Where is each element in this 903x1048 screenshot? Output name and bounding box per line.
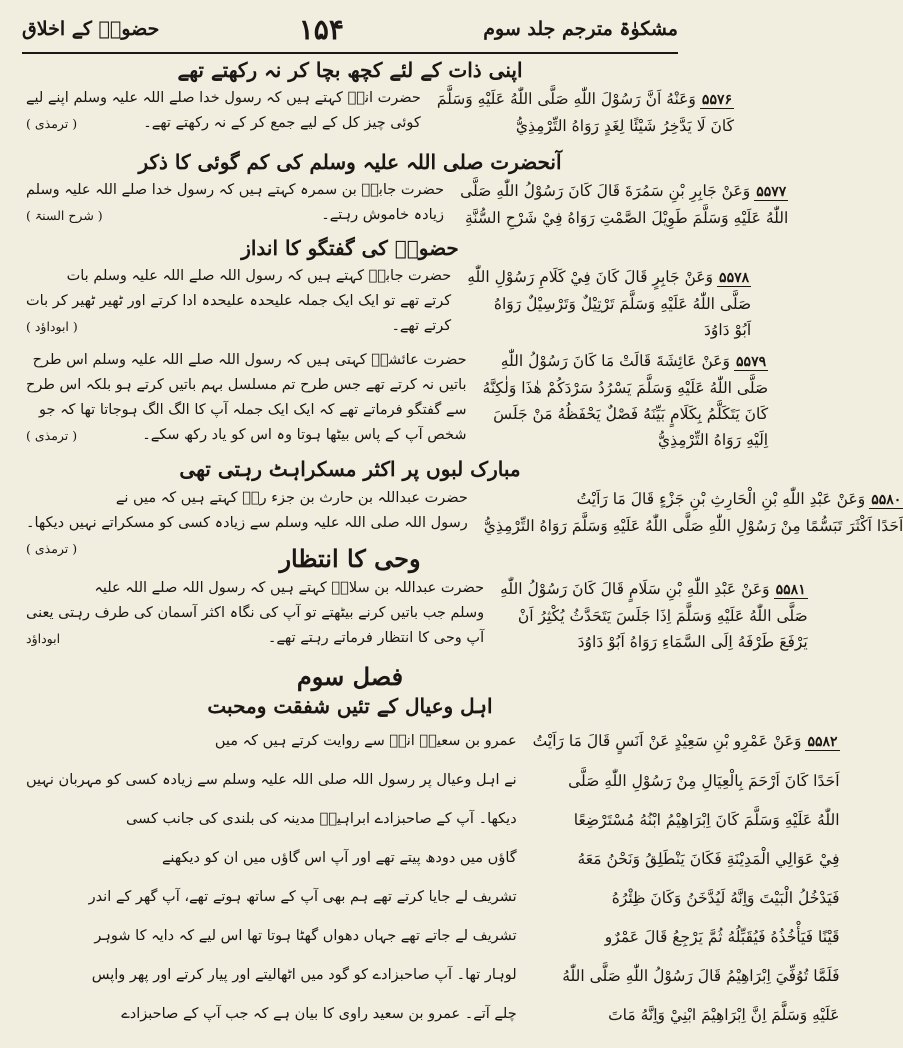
- section-heading: اپنی ذات کے لئے کچھ بچا کر نہ رکھتے تھے: [177, 58, 523, 82]
- urdu-line: باتیں نہ کرتے تھے جس طرح تم مسلسل بہم باتیں کرتے ہو بلکہ اس طرح: [26, 377, 467, 393]
- urdu-line: گاؤں میں دودھ پیتے تھے اور آپ اس گاؤں میں ان کو دیکھنے: [161, 850, 517, 866]
- arabic-line: اَحَدًا كَانَ اَرْحَمَ بِالْعِيَالِ مِنْ رَسُوْلِ اللّٰهِ صَلَّى: [568, 772, 840, 790]
- arabic-line: يَرْفَعَ طَرْفَهُ اِلَى السَّمَاءِ رَوَاهُ اَبُوْ دَاوُدَ: [577, 633, 808, 651]
- urdu-line: کوئی چیز کل کے لیے جمع کر کے نہ رکھتے تھے۔ ( ترمذی ): [26, 111, 421, 136]
- urdu-line: عمرو بن سعیدؓ انسؓ سے روایت کرتے ہیں کہ میں: [214, 733, 517, 749]
- hadith-entry: [26, 722, 840, 1035]
- arabic-line: ۵۵۷۶وَعَنْهُ اَنَّ رَسُوْلَ اللّٰهِ صَلَّى اللّٰهُ عَلَيْهِ وَسَلَّمَ: [436, 90, 732, 108]
- chapter-title: حضورؐ کے اخلاق: [22, 18, 160, 40]
- citation: ( ترمذی ): [26, 541, 78, 556]
- running-header: [22, 6, 678, 52]
- arabic-line: اِلَيْهِ رَوَاهُ التِّرْمِذِيُّ: [658, 431, 769, 449]
- citation: ( ترمذی ): [26, 116, 78, 131]
- book-title: مشکوٰۃ مترجم جلد سوم: [483, 18, 678, 40]
- arabic-text: [437, 86, 734, 139]
- urdu-line: شخص آپ کے پاس بیٹھا ہوتا وہ اس کو یاد رکھ سکے۔ ( ترمذی ): [26, 423, 467, 448]
- urdu-line: دیکھا۔ آپ کے صاحبزادے ابراہیمؓ مدینہ کی بلندی کی جانب کسی: [125, 811, 517, 827]
- arabic-line: كَانَ لَا يَدَّخِرُ شَيْئًا لِغَدٍ رَوَاهُ التِّرْمِذِيُّ: [515, 117, 734, 135]
- urdu-line: چلے آتے۔ عمرو بن سعید راوی کا بیان ہے کہ جب آپ کے صاحبزادے: [121, 1006, 517, 1022]
- arabic-text: [467, 264, 751, 343]
- urdu-line: حضرت عبداللہ بن حارث بن جزء رضؓ کہتے ہیں کہ میں نے: [115, 490, 468, 506]
- arabic-line: صَلَّى اللّٰهُ عَلَيْهِ وَسَلَّمَ اِذَا جَلَسَ يَتَحَدَّثُ يُكْثِرُ اَنْ: [517, 607, 808, 625]
- arabic-line: اللّٰهُ عَلَيْهِ وَسَلَّمَ طَوِيْلَ الصَّمْتِ رَوَاهُ فِيْ شَرْحِ السُّنَّةِ: [464, 209, 789, 227]
- arabic-line: اللّٰهُ عَلَيْهِ وَسَلَّمَ كَانَ اِبْرَاهِيْمُ ابْنُهُ مُسْتَرْضِعًا: [573, 811, 840, 829]
- urdu-line: حضرت انسؓ کہتے ہیں کہ رسول خدا صلے اللہ علیہ وسلم اپنے لیے: [26, 90, 421, 106]
- section-heading: آنحضرت صلی اللہ علیہ وسلم کی کم گوئی کا ذکر: [138, 150, 562, 174]
- arabic-line: كَانَ يَتَكَلَّمُ بِكَلَامٍ بَيِّنَهُ فَصْلٌ يَحْفَظُهُ مَنْ جَلَسَ: [493, 405, 769, 423]
- citation: ( شرح السنۃ ): [26, 208, 103, 223]
- urdu-line: حضرت عائشہؓ کہتی ہیں کہ رسول اللہ صلے اللہ علیہ وسلم اس طرح: [32, 352, 467, 368]
- arabic-text: [483, 348, 769, 453]
- urdu-line: کرتے تھے تو ایک ایک جملہ علیحدہ علیحدہ ادا کرتے اور ٹھیر ٹھیر کر بات: [26, 293, 452, 309]
- arabic-line: ۵۵۷۸وَعَنْ جَابِرٍ قَالَ كَانَ فِيْ كَلَامِ رَسُوْلِ اللّٰهِ: [467, 268, 750, 286]
- arabic-line: ۵۵۷۹وَعَنْ عَائِشَةَ قَالَتْ مَا كَانَ رَسُوْلُ اللّٰهِ: [500, 352, 767, 370]
- urdu-translation: [26, 348, 467, 453]
- urdu-translation: [26, 86, 421, 139]
- hadith-number: ۵۵۸۰: [871, 492, 902, 508]
- urdu-translation: [26, 722, 517, 1035]
- section-heading: وحی کا انتظار: [279, 544, 421, 573]
- part-heading: فصل سوم: [296, 662, 404, 691]
- arabic-line: ۵۵۸۲وَعَنْ عَمْرِو بْنِ سَعِيْدٍ عَنْ اَنَسٍ قَالَ مَا رَاَيْتُ: [532, 732, 838, 750]
- arabic-text: [460, 178, 788, 231]
- urdu-translation: [26, 576, 484, 655]
- urdu-line: حضرت جابرؓ بن سمرہ کہتے ہیں کہ رسول خدا صلے اللہ علیہ وسلم: [26, 182, 445, 198]
- hadith-entry: [26, 348, 769, 453]
- urdu-line: وسلم جب باتیں کرنے بیٹھتے تو آپ کی نگاہ اکثر آسمان کی طرف رہتی یعنی: [26, 605, 485, 621]
- hadith-number: ۵۵۷۷: [756, 184, 787, 200]
- arabic-line: صَلَّى اللّٰهُ عَلَيْهِ وَسَلَّمَ تَرْتِيْلٌ وَتَرْسِيْلٌ رَوَاهُ: [493, 295, 752, 313]
- urdu-line: کرتے تھے۔ ( ابوداؤد ): [26, 314, 451, 339]
- hadith-entry: [26, 178, 789, 231]
- arabic-line: ۵۵۸۰وَعَنْ عَبْدِ اللّٰهِ بْنِ الْحَارِثِ بْنِ جَزْءٍ قَالَ مَا رَاَيْتُ: [576, 490, 902, 508]
- citation: ( ترمذی ): [26, 428, 78, 443]
- arabic-line: ۵۵۷۷وَعَنْ جَابِرِ بْنِ سَمُرَةَ قَالَ كَانَ رَسُوْلُ اللّٰهِ صَلَّى: [460, 182, 787, 200]
- arabic-line: ۵۵۸۱وَعَنْ عَبْدِ اللّٰهِ بْنِ سَلَامٍ قَالَ كَانَ رَسُوْلُ اللّٰهِ: [500, 580, 806, 598]
- page-number: ۱۵۴: [298, 12, 344, 46]
- arabic-line: فِيْ عَوَالِي الْمَدِيْنَةِ فَكَانَ يَنْطَلِقُ وَنَحْنُ مَعَهُ: [577, 850, 840, 868]
- arabic-text: [500, 576, 808, 655]
- citation: ابوداؤد: [26, 631, 61, 646]
- hadith-number: ۵۵۸۱: [775, 582, 806, 598]
- urdu-line: حضرت جابرؓ کہتے ہیں کہ رسول اللہ صلے اللہ علیہ وسلم بات: [66, 268, 452, 284]
- arabic-line: فَيَدْخُلُ الْبَيْتَ وَاِنَّهُ لَيُدَّخَنُ وَكَانَ ظِئْرُهُ: [611, 889, 840, 907]
- hadith-number: ۵۵۸۲: [807, 734, 838, 750]
- hadith-number: ۵۵۷۶: [701, 92, 732, 108]
- citation: ( ابوداؤد ): [26, 319, 78, 334]
- arabic-line: عَلَيْهِ وَسَلَّمَ اِنَّ اِبْرَاهِيْمَ ابْنِيْ وَاِنَّهُ مَاتَ: [608, 1006, 840, 1024]
- urdu-line: تشریف لے جاتے تھے جہاں دھواں گھٹا ہوتا تھا اس لیے کہ دایہ کا شوہر: [94, 928, 517, 944]
- hadith-entry: [26, 264, 752, 343]
- arabic-line: صَلَّى اللّٰهُ عَلَيْهِ وَسَلَّمَ يَسْرُدُ سَرْدَكُمْ هٰذَا وَلٰكِنَّهُ: [482, 379, 769, 397]
- header-divider: [22, 52, 678, 54]
- urdu-line: آپ وحی کا انتظار فرماتے رہتے تھے۔ ابوداؤد: [26, 626, 484, 651]
- urdu-translation: [26, 264, 451, 343]
- hadith-entry: [26, 86, 734, 139]
- hadith-number: ۵۵۷۸: [719, 270, 750, 286]
- section-heading: اہل وعیال کے تئیں شفقت ومحبت: [207, 694, 493, 718]
- hadith-number: ۵۵۷۹: [736, 354, 767, 370]
- urdu-line: رسول اللہ صلی اللہ علیہ وسلم سے زیادہ کسی کو مسکراتے نہیں دیکھا۔ ( ترمذی ): [26, 511, 468, 536]
- urdu-line: حضرت عبداللہ بن سلامؓ کہتے ہیں کہ رسول اللہ صلے اللہ علیہ: [94, 580, 485, 596]
- hadith-entry: [26, 576, 808, 655]
- arabic-line: اَبُوْ دَاوُدَ: [703, 321, 752, 339]
- section-heading: حضورؐ کی گفتگو کا انداز: [241, 236, 459, 260]
- arabic-line: قَيْنًا فَيَأْخُذُهُ فَيُقَبِّلُهُ ثُمَّ يَرْجِعُ قَالَ عَمْرٌو: [604, 928, 840, 946]
- arabic-line: اَحَدًا اَكْثَرَ تَبَسُّمًا مِنْ رَسُوْلِ اللّٰهِ صَلَّى اللّٰهُ عَلَيْهِ وَسَلَّمَ رَوَاهُ التِّرْمِذِيُّ: [483, 517, 903, 535]
- section-heading: مبارک لبوں پر اکثر مسکراہٹ رہتی تھی: [179, 457, 521, 481]
- urdu-translation: [26, 178, 444, 231]
- urdu-line: تشریف لے جایا کرتے تھے ہم بھی آپ کے ساتھ ہوتے تھے، آپ گھر کے اندر: [88, 889, 517, 905]
- arabic-line: فَلَمَّا تُوُفِّيَ اِبْرَاهِيْمُ قَالَ رَسُوْلُ اللّٰهِ صَلَّى اللّٰهُ: [562, 967, 840, 985]
- urdu-line: زیادہ خاموش رہتے۔ ( شرح السنۃ ): [26, 203, 444, 228]
- arabic-text: [533, 722, 840, 1035]
- urdu-line: لوہار تھا۔ آپ صاحبزادے کو گود میں اٹھالیتے اور پیار کرتے اور پھر واپس: [91, 967, 517, 983]
- urdu-line: سے گفتگو فرماتے تھے کہ ایک ایک جملہ آپ کا الگ الگ ہوجاتا تھا کہ جو: [39, 402, 467, 418]
- urdu-line: نے اہل وعیال پر رسول اللہ صلی اللہ علیہ وسلم سے زیادہ کسی کو مہربان نہیں: [26, 772, 517, 788]
